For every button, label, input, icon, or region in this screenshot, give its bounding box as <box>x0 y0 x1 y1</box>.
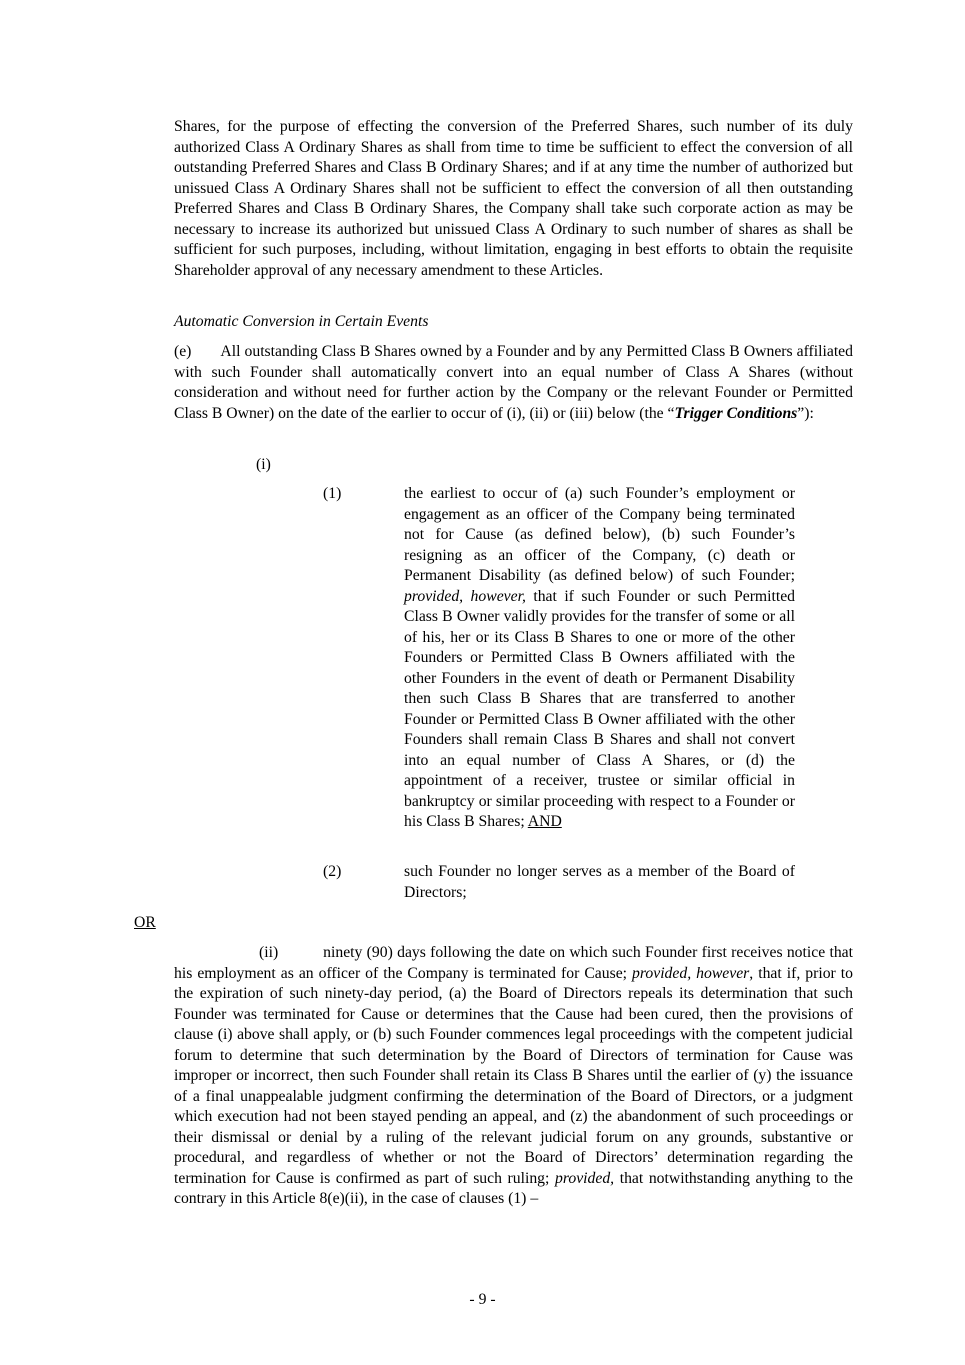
clause-1-text <box>404 484 795 833</box>
clause-ii <box>174 943 853 1210</box>
clause-ii-label: (ii) <box>259 944 279 961</box>
section-heading: Automatic Conversion in Certain Events <box>174 313 429 330</box>
clause-ii-text-b: , that if, prior to the expiration of such ninety-day period, (a) the Board of Directors repeals its determination that such Founder was terminated for Cause or determines that the Cause had been cured, then the provisions of clause (i) above shall apply, or (b) such Founder commences legal proceedings with the competent judicial forum to determine that such determination by the Board of Directors of termination for Cause was improper or incorrect, then such Founder shall retain its Class B Shares until the earlier of (y) the issuance of a final unappealable judgment confirming the determination of the Board of Directors, or a judgment which execution had not been stayed pending an appeal, and (z) the abandonment of such proceedings or their dismissal or denial by a ruling of the relevant judicial forum on any grounds, substantive or procedural, and regardless of whether or not the Board of Directors’ determination regarding the termination for Cause is confirmed as part of such ruling; <box>174 964 853 1187</box>
defined-term-trigger-conditions: Trigger Conditions <box>674 404 798 422</box>
clause-1-text-a: the earliest to occur of (a) such Founder’s employment or engagement as an officer of the Company being terminated not for Cause (as defined below), (b) such Founder’s resigning as an officer of the Company, (c) death or Permanent Disability (as defined below) of such Founder; <box>404 485 795 584</box>
clause-ii-text-a: ninety (90) days following the date on which such Founder first receives notice that his employment as an officer of the Company is terminated for Cause; <box>174 944 853 982</box>
paragraph-e <box>174 342 853 424</box>
clause-2-label: (2) <box>323 863 342 880</box>
clause-1-label: (1) <box>323 485 342 502</box>
or-separator: OR <box>134 914 156 931</box>
page-number: - 9 - <box>469 1291 496 1308</box>
clause-1-text-b: that if such Founder or such Permitted Class B Owner validly provides for the transfer of some or all of his, her or its Class B Shares to one or more of the other Founders or Permitted Class B Owners affiliated with the other Founders in the event of death or Permanent Disability then such Class B Shares that are transferred to another Founder or Permitted Class B Owner affiliated with the other Founders shall remain Class B Shares and shall not convert into an equal number of Class A Shares, or (d) the appointment of a receiver, trustee or similar official in bankruptcy or similar proceeding with respect to a Founder or his Class B Shares; <box>404 587 796 830</box>
clause-1-conjunction: AND <box>527 813 562 830</box>
clause-ii-text-c: that notwithstanding anything to the contrary in this Article 8(e)(ii), in the case of clauses (1) – <box>174 1169 853 1207</box>
clause-ii-proviso-1: provided, however <box>632 964 750 982</box>
paragraph-e-text: All outstanding Class B Shares owned by a Founder and by any Permitted Class B Owners affiliated with such Founder shall automatically convert into an equal number of Class A Shares (without consideration and without need for further action by the Company or the relevant Founder or Permitted Class B Owner) on the date of the earlier to occur of (i), (ii) or (iii) below (the “ <box>174 343 853 422</box>
clause-i-label: (i) <box>256 456 271 473</box>
clause-ii-proviso-2: provided, <box>555 1169 615 1187</box>
clause-1-proviso: provided, however, <box>404 587 526 605</box>
clause-2-text: such Founder no longer serves as a member of the Board of Directors; <box>404 863 795 901</box>
paragraph-e-label: (e) <box>174 343 192 360</box>
continuation-paragraph: Shares, for the purpose of effecting the conversion of the Preferred Shares, such number of its duly authorized Class A Ordinary Shares as shall from time to time be sufficient to effect the conversion of all outstanding Preferred Shares and Class B Ordinary Shares; and if at any time the number of authorized but unissued Class A Ordinary Shares shall not be sufficient to effect the conversion of all then outstanding Preferred Shares and Class B Ordinary Shares, the Company shall take such corporate action as may be necessary to increase its authorized but unissued Class A Ordinary to such number of shares as shall be sufficient for such purposes, including, without limitation, engaging in best efforts to obtain the requisite Shareholder approval of any necessary amendment to these Articles. <box>174 118 853 279</box>
paragraph-e-text-end: ”): <box>797 404 814 422</box>
